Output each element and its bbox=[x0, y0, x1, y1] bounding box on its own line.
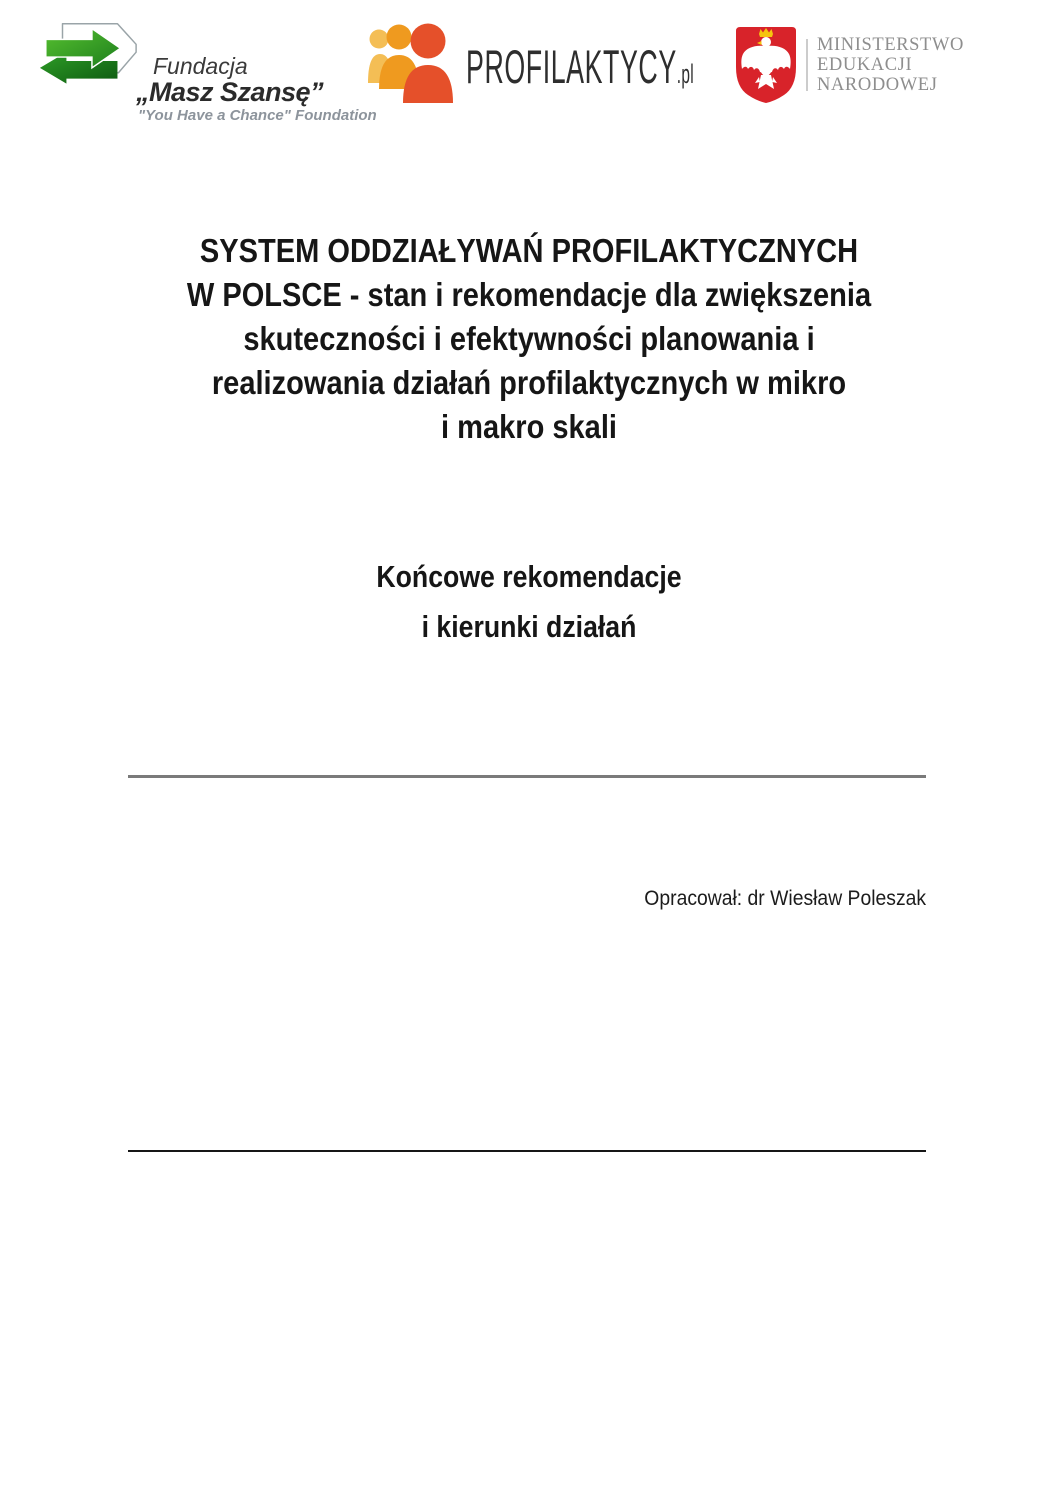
people-group-icon bbox=[366, 21, 468, 103]
vertical-divider bbox=[806, 39, 808, 91]
polish-eagle-crest-icon bbox=[733, 25, 799, 105]
subtitle-line-1: Końcowe rekomendacje bbox=[376, 559, 682, 594]
author-credit: Opracował: dr Wiesław Poleszak bbox=[644, 886, 926, 910]
title-line-2: W POLSCE - stan i rekomendacje dla zwiększenia bbox=[186, 276, 872, 313]
title-line-4: realizowania działań profilaktycznych w mikro bbox=[211, 364, 847, 401]
horizontal-rule-top bbox=[128, 775, 926, 778]
ministerstwo-line2: EDUKACJI bbox=[817, 55, 913, 75]
fundacja-masz-szanse-logo bbox=[36, 18, 377, 124]
document-subtitle bbox=[0, 552, 1058, 652]
title-line-3: skuteczności i efektywności planowania i bbox=[243, 320, 815, 357]
subtitle-line-2: i kierunki działań bbox=[421, 609, 637, 644]
title-line-5: i makro skali bbox=[441, 408, 617, 445]
cycle-arrows-icon bbox=[36, 18, 142, 104]
profilaktycy-brand-text: PROFILAKTYCY bbox=[466, 40, 677, 93]
fundacja-text-block bbox=[136, 18, 377, 124]
fundacja-name-line1: Fundacja bbox=[153, 53, 248, 79]
title-line-1: SYSTEM ODDZIAŁYWAŃ PROFILAKTYCZNYCH bbox=[199, 232, 859, 269]
profilaktycy-wordmark bbox=[466, 37, 694, 97]
document-title bbox=[0, 229, 1058, 449]
ministerstwo-text-block bbox=[817, 35, 964, 95]
profilaktycy-logo bbox=[366, 21, 694, 108]
ministerstwo-line1: MINISTERSTWO bbox=[817, 35, 964, 55]
horizontal-rule-bottom bbox=[128, 1150, 926, 1152]
ministerstwo-edukacji-logo bbox=[733, 25, 964, 105]
fundacja-tagline: "You Have a Chance" Foundation bbox=[138, 107, 377, 124]
fundacja-name-line2: „Masz Szansę” bbox=[136, 77, 324, 107]
ministerstwo-line3: NARODOWEJ bbox=[817, 75, 938, 95]
profilaktycy-tld-text: .pl bbox=[676, 59, 694, 89]
